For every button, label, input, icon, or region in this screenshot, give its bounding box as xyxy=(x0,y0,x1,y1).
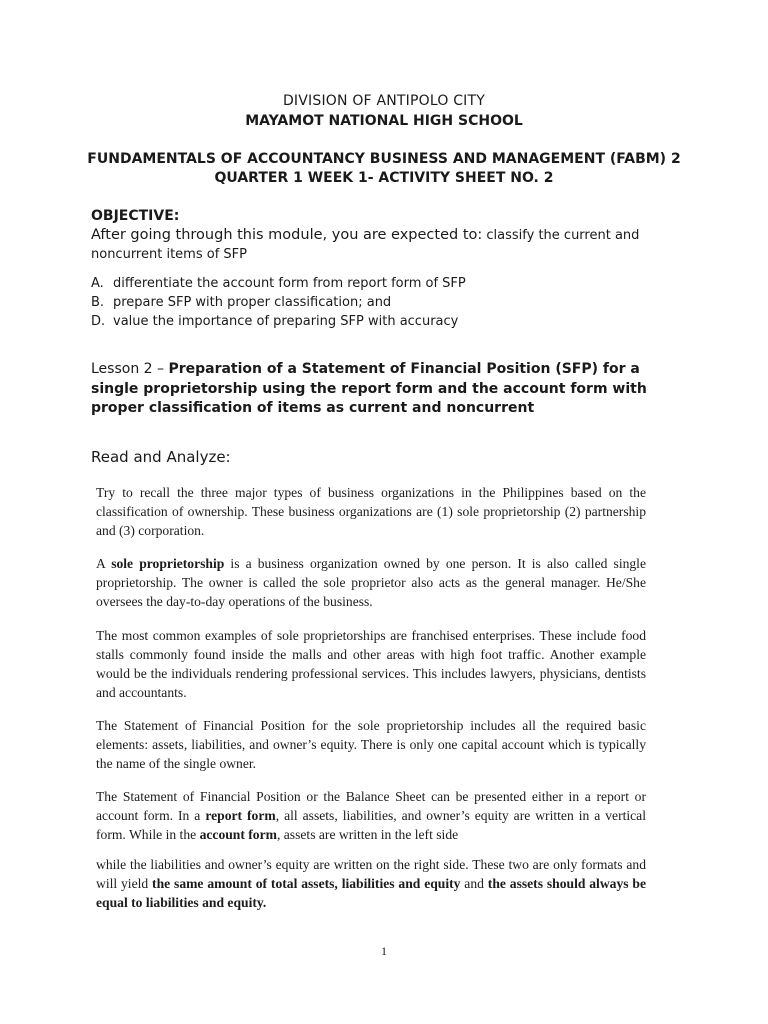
objective-title: OBJECTIVE: xyxy=(91,208,180,224)
objective-intro xyxy=(91,226,691,264)
paragraph-examples: The most common examples of sole proprietorships are franchised enterprises. These include food stalls commonly found inside the malls and other areas with high foot traffic. Another example would be the individuals rendering professional services. This includes lawyers, physicians, dentists and accountants. xyxy=(96,628,646,700)
sheet-heading: QUARTER 1 WEEK 1- ACTIVITY SHEET NO. 2 xyxy=(214,170,554,186)
paragraph-sfp-elements: The Statement of Financial Position for the sole proprietorship includes all the required basic elements: assets, liabilities, and owner’s equity. There is only one capital account which is typically the name of the single owner. xyxy=(96,718,646,771)
paragraph-forms-continued: while the liabilities and owner’s equity are written on the right side. These two are only formats and will yield the same amount of total assets, liabilities and equity and the assets should always be equal to liabilities and equity. xyxy=(96,857,646,910)
lesson-title xyxy=(91,360,681,419)
objective-intro-lead: After going through this module, you are expected to: xyxy=(91,227,483,243)
division-heading: DIVISION OF ANTIPOLO CITY xyxy=(282,93,486,109)
lesson-prefix: Lesson 2 – xyxy=(91,361,169,377)
paragraph-forms: The Statement of Financial Position or the Balance Sheet can be presented either in a report or account form. In a report form, all assets, liabilities, and owner’s equity are written in a vertical form. While in the account form, assets are written in the left side xyxy=(96,789,646,842)
lesson-title-text: Preparation of a Statement of Financial Position (SFP) for a single proprietorship using the report form and the account form with proper classification of items as current and noncurrent xyxy=(91,361,647,416)
list-item: D. value the importance of preparing SFP with accuracy xyxy=(91,314,459,329)
paragraph-sole-proprietorship: A sole proprietorship is a business organization owned by one person. It is also called single proprietorship. The owner is called the sole proprietor also acts as the general manager. He/She oversees the day-to-day operations of the business. xyxy=(96,556,646,609)
page-number: 1 xyxy=(381,944,387,958)
read-heading: Read and Analyze: xyxy=(91,448,231,466)
list-item: B. prepare SFP with proper classification; and xyxy=(91,295,392,310)
paragraph-business-types: Try to recall the three major types of business organizations in the Philippines based on the classification of ownership. These business organizations are (1) sole proprietorship (2) partnership and (3) corporation. xyxy=(96,485,646,538)
school-heading: MAYAMOT NATIONAL HIGH SCHOOL xyxy=(245,113,523,129)
subject-heading: FUNDAMENTALS OF ACCOUNTANCY BUSINESS AND MANAGEMENT (FABM) 2 xyxy=(87,151,681,167)
list-item: A. differentiate the account form from report form of SFP xyxy=(91,276,466,291)
objective-intro-rest: classify the current and noncurrent items of SFP xyxy=(91,228,640,262)
objective-list xyxy=(91,274,691,331)
